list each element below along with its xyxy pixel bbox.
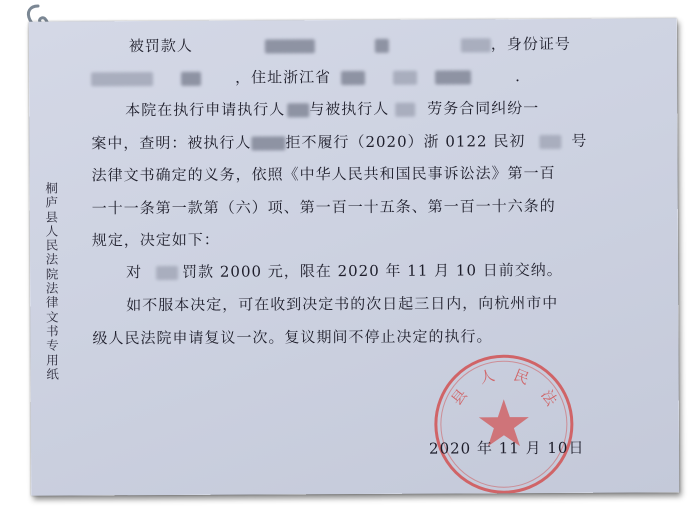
case-number-suffix: 号 (571, 131, 588, 150)
redacted-address (393, 71, 417, 85)
line-2 (91, 65, 521, 88)
court-seal-stamp (428, 349, 579, 496)
respondent-clause: 与被执行人 (309, 99, 390, 119)
redacted-id-number (91, 72, 153, 86)
line-5: 法律文书确定的义务，依照《中华人民共和国民事诉讼法》第一百 (91, 163, 556, 185)
redacted-address (341, 71, 365, 85)
redacted-name (265, 39, 315, 53)
line-10: 级人民法院申请复议一次。复议期间不停止决定的执行。 (92, 327, 493, 348)
redacted-respondent (395, 103, 415, 117)
redacted-name (461, 38, 491, 52)
court-document-paper (29, 18, 679, 495)
decision-subject-label: 对 (126, 263, 143, 282)
line-8 (126, 259, 563, 282)
dispute-clause: 劳务合同纠纷一 (427, 99, 540, 118)
decision-date: 2020 年 11 月 10日 (428, 438, 585, 458)
penalized-person-label: 被罚款人 (128, 36, 193, 56)
case-number-clause: 拒不履行（2020）浙 0122 民初 (285, 132, 526, 152)
line-3 (125, 97, 539, 120)
redacted-id-number (181, 72, 201, 86)
redacted-penalized-person (156, 266, 178, 280)
redacted-case-number (539, 135, 561, 149)
applicant-clause: 本院在执行申请执行人 (125, 100, 286, 120)
redacted-respondent (251, 136, 285, 150)
seal-text: 县 人 民 法 (447, 364, 564, 414)
line-4 (91, 130, 587, 154)
court-stationery-margin-label: 桐庐县人民法院法律文书专用纸 (45, 180, 59, 382)
line-7: 规定，决定如下： (91, 230, 220, 250)
line-6: 一十一条第一款第（六）项、第一百一十五条、第一百一十六条的 (91, 196, 556, 218)
redacted-address (435, 70, 471, 84)
address-label: ，住址浙江省 (235, 68, 332, 87)
redacted-applicant (287, 103, 309, 117)
finding-clause: 案中，查明：被执行人 (91, 133, 252, 153)
redacted-name (375, 39, 389, 53)
fine-clause: 罚款 2000 元，限在 2020 年 11 月 10 日前交纳。 (182, 260, 563, 281)
address-end-mark: . (515, 67, 521, 86)
line-9: 如不服本决定，可在收到决定书的次日起三日内，向杭州市中 (126, 293, 559, 315)
id-number-label: ，身份证号 (490, 34, 571, 54)
line-1 (129, 33, 571, 56)
